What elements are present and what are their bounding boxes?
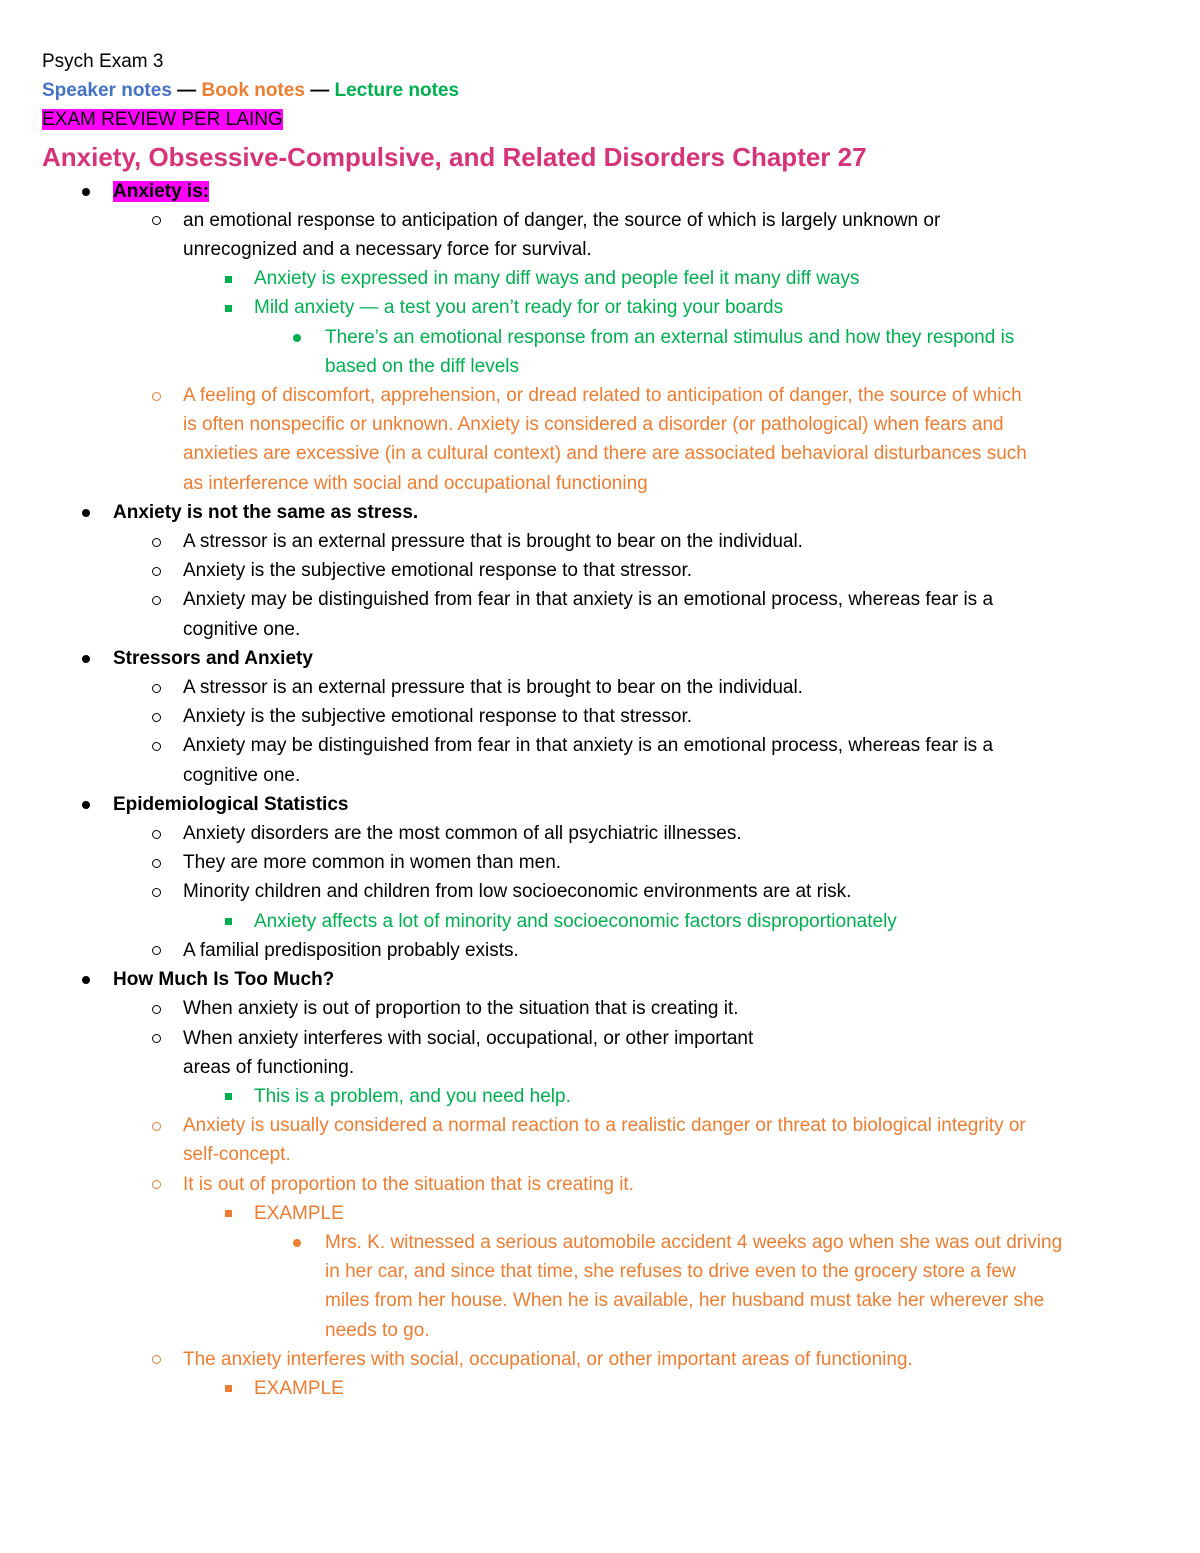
outline-item-level-4 (42, 1228, 1162, 1345)
outline-item-level-2 (42, 206, 1162, 264)
legend-separator: — (171, 80, 202, 102)
disc-bullet-icon (76, 644, 96, 673)
circle-bullet-icon (146, 1024, 166, 1053)
outline-item-level-2 (42, 673, 1162, 702)
outline-item-continuation: in her car, and since that time, she refuses to drive even to the grocery store a few (325, 1261, 1016, 1283)
outline-item-text: A stressor is an external pressure that is brought to bear on the individual. (183, 531, 803, 553)
outline-item-continuation: unrecognized and a necessary force for survival. (183, 239, 592, 261)
outline-item-text: When anxiety interferes with social, occupational, or other important (183, 1027, 754, 1049)
legend-lecture-notes: Lecture notes (334, 80, 460, 102)
notes-outline (42, 177, 1162, 1404)
outline-item-text: A familial predisposition probably exists. (183, 939, 519, 961)
circle-bullet-icon (146, 206, 166, 235)
outline-item-level-2 (42, 877, 1162, 906)
circle-bullet-icon (146, 673, 166, 702)
outline-item-text: an emotional response to anticipation of danger, the source of which is largely unknown or (183, 209, 941, 231)
square-bullet-icon (218, 1374, 238, 1403)
outline-item-level-2 (42, 994, 1162, 1023)
square-bullet-icon (218, 1199, 238, 1228)
outline-item-level-1 (42, 965, 1162, 994)
outline-item-level-3 (42, 1082, 1162, 1111)
outline-item-level-2 (42, 819, 1162, 848)
outline-item-text: Minority children and children from low socioeconomic environments are at risk. (183, 881, 852, 903)
outline-item-level-2 (42, 1170, 1162, 1199)
outline-item-text: Mild anxiety — a test you aren’t ready for or taking your boards (254, 297, 784, 319)
outline-item-level-3 (42, 1374, 1162, 1403)
outline-item-level-1 (42, 498, 1162, 527)
outline-item-continuation: anxieties are excessive (in a cultural context) and there are associated behavioral disturbances such (183, 443, 1027, 465)
outline-item-level-3 (42, 907, 1162, 936)
outline-item-text: Mrs. K. witnessed a serious automobile accident 4 weeks ago when she was out driving (325, 1231, 1063, 1253)
outline-item-text: Anxiety is not the same as stress. (113, 501, 419, 523)
circle-bullet-icon (146, 1170, 166, 1199)
outline-item-text: EXAMPLE (254, 1377, 344, 1399)
doc-title: Psych Exam 3 (42, 51, 164, 72)
review-banner: EXAM REVIEW PER LAING (42, 109, 283, 131)
legend-speaker-notes: Speaker notes (42, 80, 172, 102)
circle-bullet-icon (146, 994, 166, 1023)
outline-item-level-2 (42, 936, 1162, 965)
outline-item-level-2 (42, 585, 1162, 643)
square-bullet-icon (218, 264, 238, 293)
outline-item-text: Anxiety may be distinguished from fear in that anxiety is an emotional process, whereas fear is a (183, 735, 994, 757)
square-bullet-icon (218, 907, 238, 936)
outline-item-text: Stressors and Anxiety (113, 647, 313, 669)
review-banner-line (42, 105, 1162, 134)
outline-item-level-2 (42, 527, 1162, 556)
outline-item-level-3 (42, 264, 1162, 293)
outline-item-level-3 (42, 293, 1162, 322)
outline-item-level-3 (42, 1199, 1162, 1228)
outline-item-level-2 (42, 556, 1162, 585)
outline-item-continuation: needs to go. (325, 1319, 430, 1341)
circle-bullet-icon (146, 1345, 166, 1374)
outline-item-text: Anxiety is: (113, 180, 210, 202)
outline-item-level-1 (42, 790, 1162, 819)
outline-item-level-4 (42, 323, 1162, 381)
circle-bullet-icon (146, 556, 166, 585)
disc-bullet-icon (287, 1228, 307, 1257)
circle-bullet-icon (146, 848, 166, 877)
circle-bullet-icon (146, 936, 166, 965)
outline-item-text: A feeling of discomfort, apprehension, or dread related to anticipation of danger, the source of which (183, 385, 1022, 407)
square-bullet-icon (218, 1082, 238, 1111)
outline-item-text: When anxiety is out of proportion to the situation that is creating it. (183, 998, 739, 1020)
outline-item-text: Anxiety is the subjective emotional response to that stressor. (183, 560, 693, 582)
outline-item-text: They are more common in women than men. (183, 852, 562, 874)
outline-item-text: It is out of proportion to the situation that is creating it. (183, 1173, 634, 1195)
outline-item-continuation: areas of functioning. (183, 1056, 355, 1078)
circle-bullet-icon (146, 527, 166, 556)
disc-bullet-icon (287, 323, 307, 352)
outline-item-text: How Much Is Too Much? (113, 969, 335, 991)
outline-item-text: Anxiety affects a lot of minority and socioeconomic factors disproportionately (254, 910, 897, 932)
outline-item-text: Anxiety is expressed in many diff ways and people feel it many diff ways (254, 268, 860, 290)
outline-item-continuation: as interference with social and occupational functioning (183, 472, 648, 494)
circle-bullet-icon (146, 731, 166, 760)
outline-item-level-2 (42, 848, 1162, 877)
outline-item-continuation: self-concept. (183, 1144, 291, 1166)
outline-item-continuation: based on the diff levels (325, 355, 520, 377)
outline-item-level-1 (42, 177, 1162, 206)
outline-item-text: This is a problem, and you need help. (254, 1085, 571, 1107)
legend-separator: — (304, 80, 335, 102)
outline-item-text: Anxiety is usually considered a normal reaction to a realistic danger or threat to biological integrity or (183, 1115, 1026, 1137)
document-page (42, 47, 1162, 1403)
circle-bullet-icon (146, 702, 166, 731)
circle-bullet-icon (146, 381, 166, 410)
outline-item-level-2 (42, 381, 1162, 498)
disc-bullet-icon (76, 965, 96, 994)
circle-bullet-icon (146, 1111, 166, 1140)
outline-item-level-2 (42, 702, 1162, 731)
disc-bullet-icon (76, 177, 96, 206)
outline-item-text: Anxiety may be distinguished from fear in that anxiety is an emotional process, whereas fear is a (183, 589, 994, 611)
outline-item-text: A stressor is an external pressure that is brought to bear on the individual. (183, 677, 803, 699)
notes-legend (42, 76, 1162, 105)
circle-bullet-icon (146, 819, 166, 848)
outline-item-text: Epidemiological Statistics (113, 793, 349, 815)
circle-bullet-icon (146, 585, 166, 614)
outline-item-text: Anxiety disorders are the most common of all psychiatric illnesses. (183, 823, 742, 845)
square-bullet-icon (218, 293, 238, 322)
outline-item-text: There’s an emotional response from an external stimulus and how they respond is (325, 326, 1015, 348)
chapter-title: Anxiety, Obsessive-Compulsive, and Related Disorders Chapter 27 (42, 141, 867, 172)
outline-item-level-2 (42, 1111, 1162, 1169)
outline-item-level-2 (42, 1024, 1162, 1082)
circle-bullet-icon (146, 877, 166, 906)
outline-item-continuation: cognitive one. (183, 764, 301, 786)
outline-item-level-1 (42, 644, 1162, 673)
outline-item-text: EXAMPLE (254, 1202, 344, 1224)
outline-item-continuation: cognitive one. (183, 618, 301, 640)
outline-item-text: Anxiety is the subjective emotional response to that stressor. (183, 706, 693, 728)
legend-book-notes: Book notes (201, 80, 305, 102)
disc-bullet-icon (76, 790, 96, 819)
outline-item-level-2 (42, 731, 1162, 789)
outline-item-text: The anxiety interferes with social, occupational, or other important areas of functioning. (183, 1348, 913, 1370)
outline-item-continuation: is often nonspecific or unknown. Anxiety is considered a disorder (or pathological) when fears and (183, 414, 1004, 436)
disc-bullet-icon (76, 498, 96, 527)
outline-item-continuation: miles from her house. When he is available, her husband must take her wherever she (325, 1290, 1045, 1312)
outline-item-level-2 (42, 1345, 1162, 1374)
